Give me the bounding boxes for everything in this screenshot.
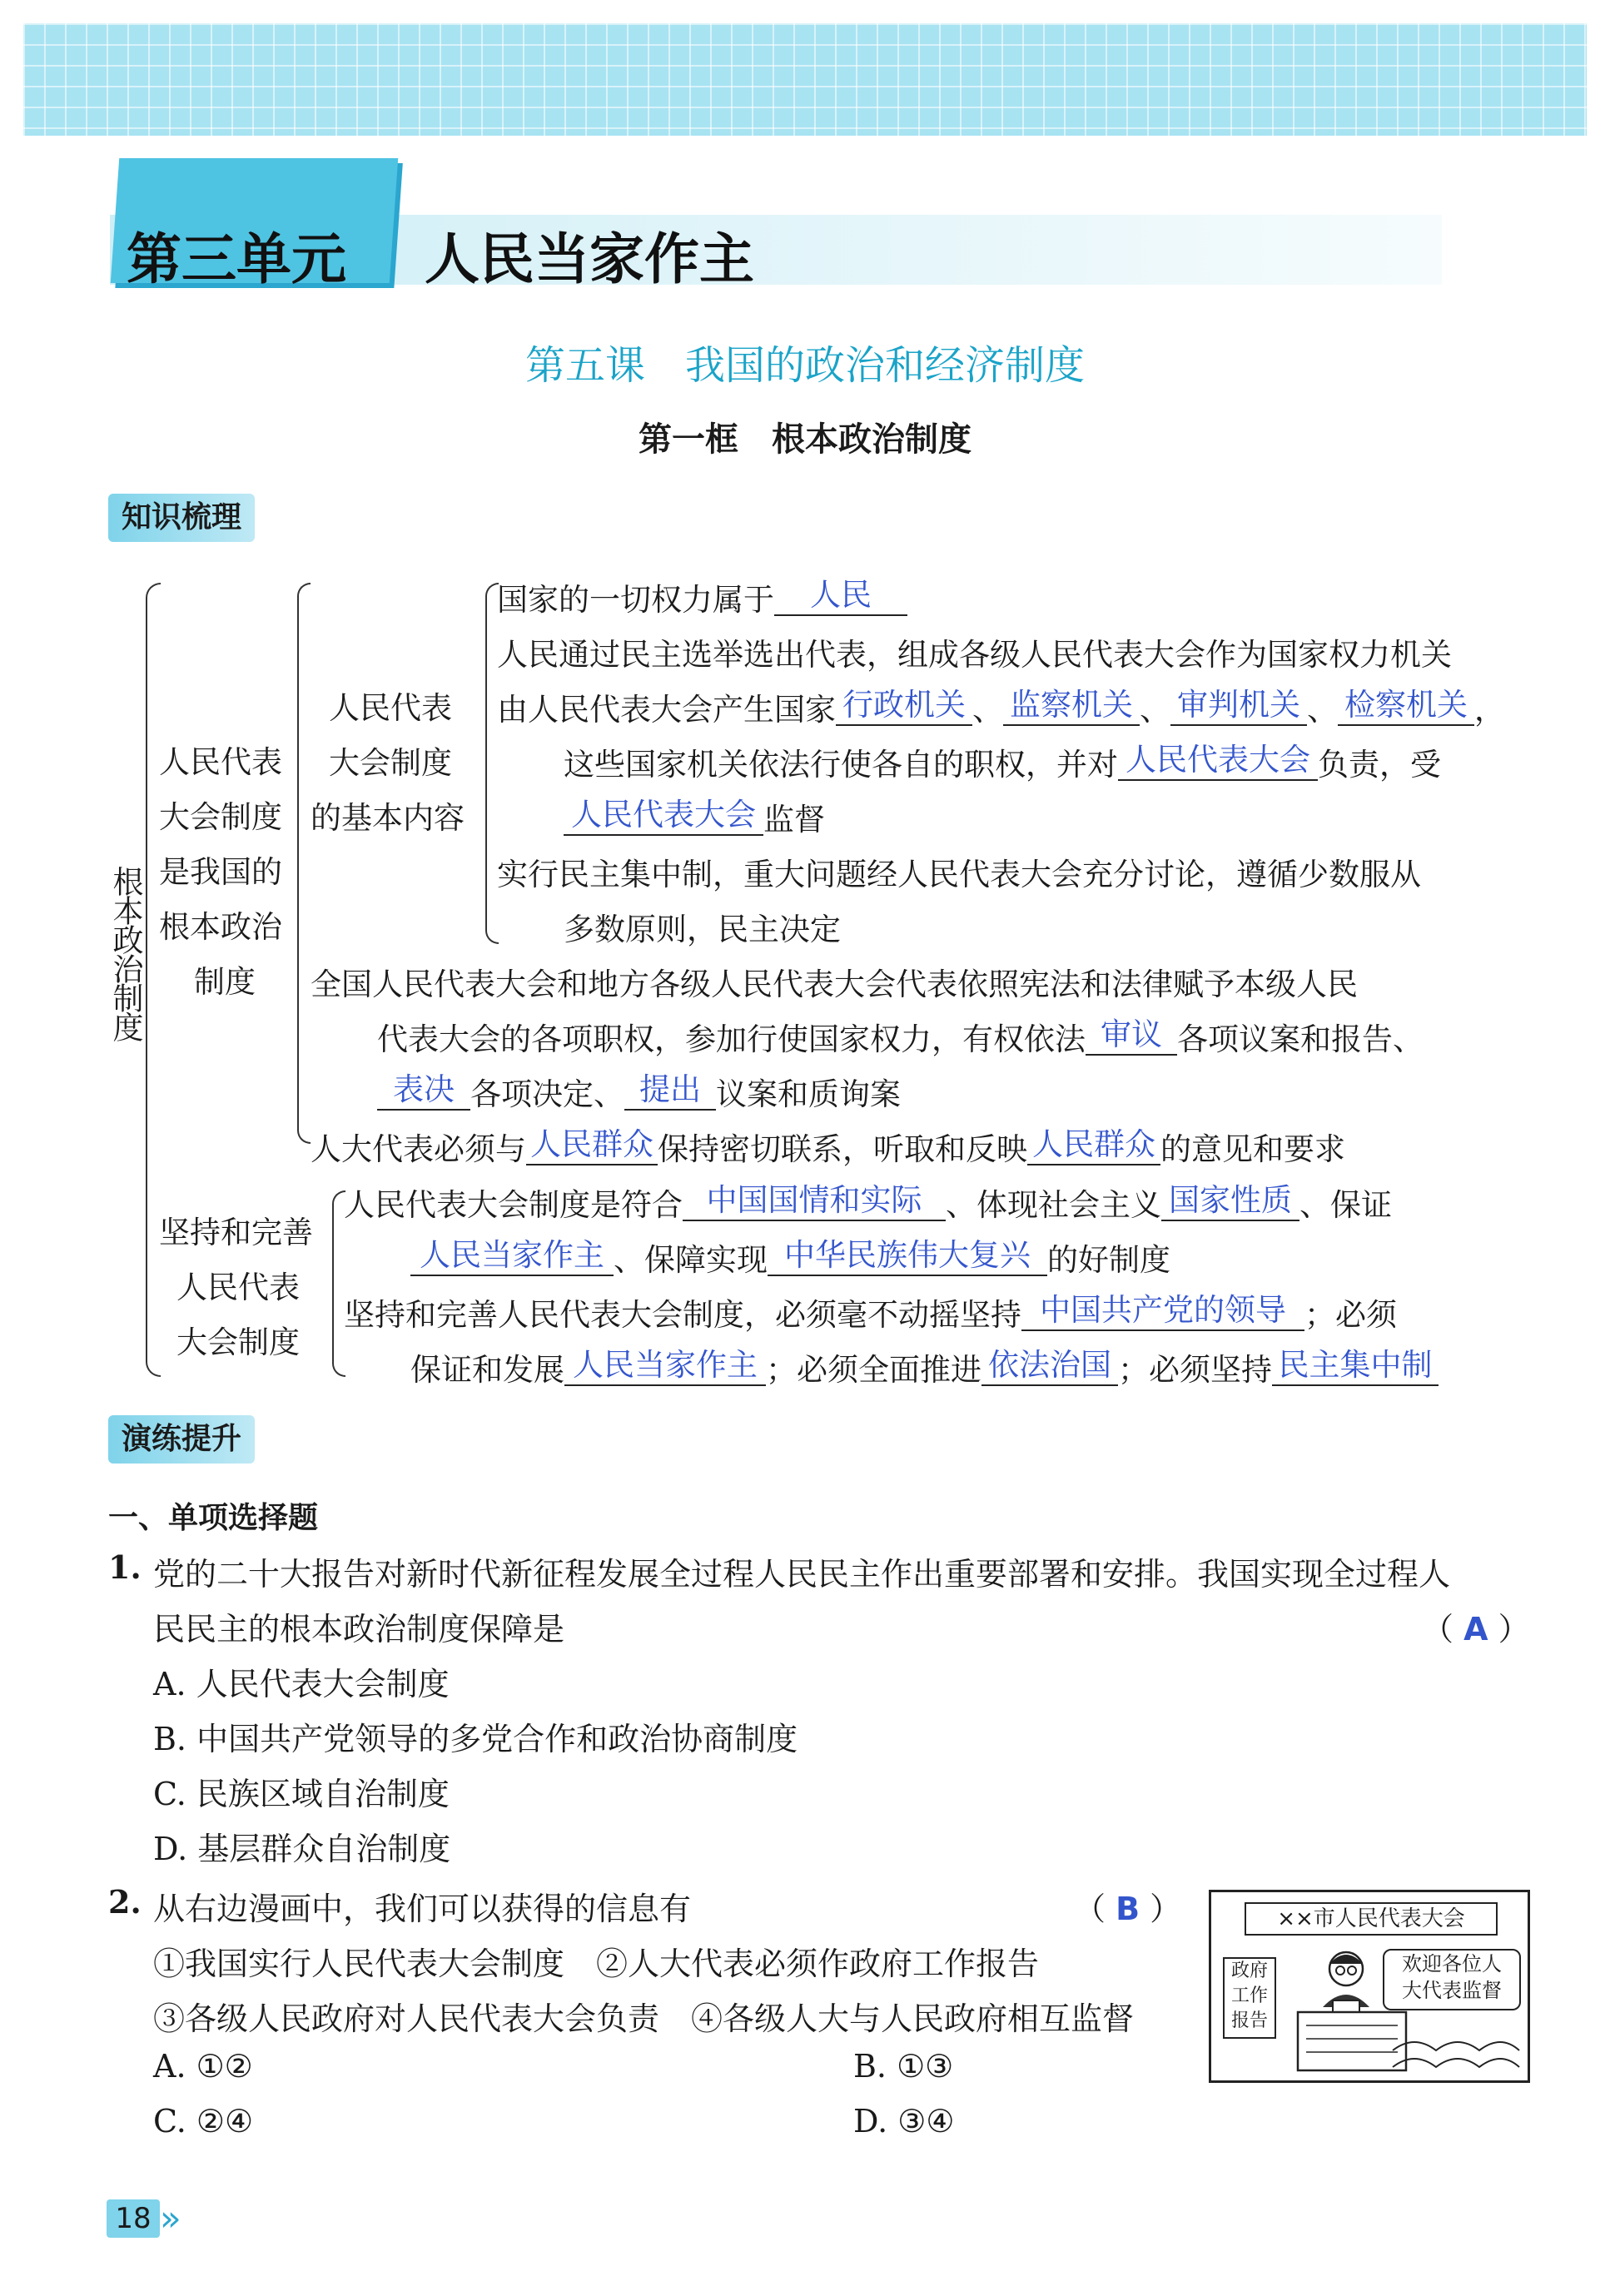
blank-answer: 人民群众 bbox=[526, 1119, 658, 1165]
q2-stem: 从右边漫画中，我们可以获得的信息有 bbox=[153, 1891, 692, 1927]
mindmap-root-text: 根本政治制度 bbox=[107, 866, 143, 1041]
section-badge-practice: 演练提升 bbox=[108, 1415, 255, 1464]
page-arrow-icon: » bbox=[160, 2198, 181, 2239]
blank-answer: 中国国情和实际 bbox=[683, 1175, 946, 1221]
e1-text: 人民代表大会制度是符合 bbox=[344, 1187, 683, 1223]
left-sign-line: 工作 bbox=[1230, 1985, 1268, 2006]
branch2-line: 大会制度 bbox=[176, 1324, 300, 1360]
blank-answer: 人民当家作主 bbox=[410, 1230, 614, 1276]
mindmap-root bbox=[106, 866, 144, 1046]
option[interactable]: A. ①② bbox=[153, 2048, 253, 2085]
content-state-organs-3 bbox=[564, 794, 825, 841]
e1-text: 的好制度 bbox=[1047, 1242, 1170, 1278]
blank-answer: 人民代表大会 bbox=[564, 789, 763, 836]
content-election: 人民通过民主选举选出代表，组成各级人民代表大会作为国家权力机关 bbox=[497, 637, 1452, 673]
c3-text: 监督 bbox=[763, 802, 825, 837]
branch1-brace bbox=[297, 583, 311, 1144]
blank-answer: 行政机关 bbox=[836, 679, 972, 726]
root-brace bbox=[146, 583, 161, 1377]
c3-text: 这些国家机关依法行使各自的职权，并对 bbox=[564, 747, 1118, 783]
branch1-line: 是我国的 bbox=[159, 854, 282, 890]
e2-text: 坚持和完善人民代表大会制度，必须毫不动摇坚持 bbox=[344, 1297, 1021, 1333]
branch1-line: 大会制度 bbox=[159, 799, 282, 835]
section-badge-knowledge: 知识梳理 bbox=[108, 494, 255, 542]
content-deputies-powers: 全国人民代表大会和地方各级人民代表大会代表依照宪法和法律赋予本级人民 bbox=[311, 967, 1358, 1002]
c3-text: 负责，受 bbox=[1318, 747, 1441, 783]
blank-answer: 检察机关 bbox=[1338, 679, 1474, 726]
branch1-line: 制度 bbox=[194, 964, 256, 1000]
content-good-system bbox=[344, 1180, 1392, 1226]
d2-text: 人大代表必须与 bbox=[311, 1131, 526, 1167]
top-decor-band bbox=[23, 23, 1587, 136]
sub1-line: 人民代表 bbox=[329, 690, 452, 726]
blank-answer: 人民当家作主 bbox=[564, 1339, 766, 1386]
cartoon-banner: ××市人民代表大会 bbox=[1245, 1902, 1498, 1936]
page-number: 18 bbox=[107, 2199, 160, 2238]
content-state-organs-2 bbox=[564, 739, 1441, 786]
cartoon-illustration bbox=[1209, 1890, 1530, 2083]
content-democratic-centralism: 实行民主集中制，重大问题经人民代表大会充分讨论，遵循少数服从 bbox=[497, 857, 1421, 892]
sub1-line: 的基本内容 bbox=[311, 800, 465, 836]
c1-text: 国家的一切权力属于 bbox=[497, 582, 774, 618]
cartoon-speech-bubble bbox=[1383, 1949, 1521, 2010]
e1-text: 、体现社会主义 bbox=[946, 1187, 1161, 1223]
branch2-line: 坚持和完善 bbox=[159, 1215, 313, 1250]
left-sign-line: 政府 bbox=[1230, 1961, 1268, 1981]
e2-text: ；必须坚持 bbox=[1118, 1352, 1272, 1388]
blank-answer: 表决 bbox=[377, 1064, 470, 1111]
e1-text: 、保障实现 bbox=[614, 1242, 768, 1278]
e2-text: 保证和发展 bbox=[410, 1352, 564, 1388]
q2-answer-bracket: （ B ） bbox=[1074, 1891, 1182, 1927]
e2-text: ；必须 bbox=[1304, 1297, 1397, 1333]
q1-answer: A bbox=[1463, 1611, 1488, 1647]
audience-waves bbox=[1389, 2017, 1523, 2075]
option[interactable]: A. 人民代表大会制度 bbox=[153, 1666, 450, 1702]
option[interactable]: B. ①③ bbox=[853, 2048, 954, 2085]
blank-answer: 民主集中制 bbox=[1272, 1339, 1439, 1386]
q1-stem: 党的二十大报告对新时代新征程发展全过程人民民主作出重要部署和安排。我国实现全过程人 bbox=[153, 1556, 1451, 1593]
question-section-title: 一、单项选择题 bbox=[108, 1501, 319, 1535]
q1-stem-2: 民民主的根本政治制度保障是 bbox=[153, 1611, 565, 1647]
q2-answer: B bbox=[1116, 1891, 1140, 1927]
q2-number: 2. bbox=[108, 1883, 142, 1921]
branch2-line: 人民代表 bbox=[176, 1270, 300, 1305]
e2-text: ；必须全面推进 bbox=[766, 1352, 981, 1388]
blank-answer: 人民代表大会 bbox=[1118, 734, 1318, 781]
q1-answer-bracket: （ A ） bbox=[1422, 1611, 1530, 1647]
branch1-line: 根本政治 bbox=[159, 909, 282, 945]
content-must-adhere bbox=[344, 1290, 1397, 1336]
blank-answer: 人民群众 bbox=[1027, 1119, 1160, 1165]
blank-answer: 国家性质 bbox=[1161, 1175, 1299, 1221]
q2-statements-2: ③各级人民政府对人民代表大会负责 ④各级人大与人民政府相互监督 bbox=[153, 2000, 1135, 2037]
cartoon-left-sign bbox=[1223, 1957, 1276, 2039]
content-power-to-people bbox=[497, 574, 907, 621]
d2-text: 的意见和要求 bbox=[1160, 1131, 1345, 1167]
blank-answer: 人民 bbox=[774, 569, 907, 616]
e1-text: 、保证 bbox=[1299, 1187, 1392, 1223]
blank-answer: 提出 bbox=[624, 1064, 716, 1111]
blank-answer: 中国共产党的领导 bbox=[1021, 1285, 1304, 1331]
c3-text: 由人民代表大会产生国家 bbox=[497, 692, 836, 728]
branch1-line: 人民代表 bbox=[159, 744, 282, 780]
option[interactable]: D. 基层群众自治制度 bbox=[153, 1831, 451, 1867]
bubble-line: 欢迎各位人 bbox=[1402, 1952, 1502, 1975]
d2-text: 保持密切联系，听取和反映 bbox=[658, 1131, 1027, 1167]
q2-statements: ①我国实行人民代表大会制度 ②人大代表必须作政府工作报告 bbox=[153, 1946, 1040, 1982]
content-deputies-contact bbox=[311, 1124, 1345, 1170]
unit-title: 人民当家作主 bbox=[425, 227, 754, 291]
option[interactable]: C. ②④ bbox=[153, 2103, 254, 2139]
d1-text: 各项决定、 bbox=[470, 1076, 624, 1112]
blank-answer: 中华民族伟大复兴 bbox=[768, 1230, 1047, 1276]
left-sign-line: 报告 bbox=[1230, 2010, 1268, 2031]
sub1-line: 大会制度 bbox=[329, 745, 452, 781]
blank-answer: 监察机关 bbox=[1003, 679, 1140, 726]
blank-answer: 依法治国 bbox=[981, 1339, 1118, 1386]
blank-answer: 审议 bbox=[1086, 1009, 1177, 1056]
frame-title: 第一框 根本政治制度 bbox=[639, 420, 971, 459]
lesson-title: 第五课 我国的政治和经济制度 bbox=[524, 342, 1085, 389]
content-good-system-2 bbox=[410, 1235, 1170, 1281]
d1-text: 议案和质询案 bbox=[716, 1076, 901, 1112]
blank-answer: 审判机关 bbox=[1170, 679, 1307, 726]
unit-label: 第三单元 bbox=[127, 227, 346, 291]
option[interactable]: C. 民族区域自治制度 bbox=[153, 1776, 450, 1812]
content-deputies-powers-3 bbox=[377, 1069, 901, 1116]
option[interactable]: D. ③④ bbox=[853, 2103, 955, 2139]
content-must-adhere-2 bbox=[410, 1344, 1439, 1391]
q1-number: 1. bbox=[108, 1548, 142, 1586]
content-democratic-centralism-2: 多数原则，民主决定 bbox=[564, 912, 841, 947]
option[interactable]: B. 中国共产党领导的多党合作和政治协商制度 bbox=[153, 1721, 798, 1757]
d1-text: 各项议案和报告、 bbox=[1177, 1021, 1424, 1057]
bubble-line: 大代表监督 bbox=[1402, 1979, 1502, 2002]
d1-text: 代表大会的各项职权，参加行使国家权力，有权依法 bbox=[377, 1021, 1086, 1057]
content-deputies-powers-2 bbox=[377, 1014, 1424, 1061]
content-state-organs: 由人民代表大会产生国家 行政机关 、 监察机关 、 审判机关 、 检察机关 ， bbox=[497, 684, 1505, 731]
